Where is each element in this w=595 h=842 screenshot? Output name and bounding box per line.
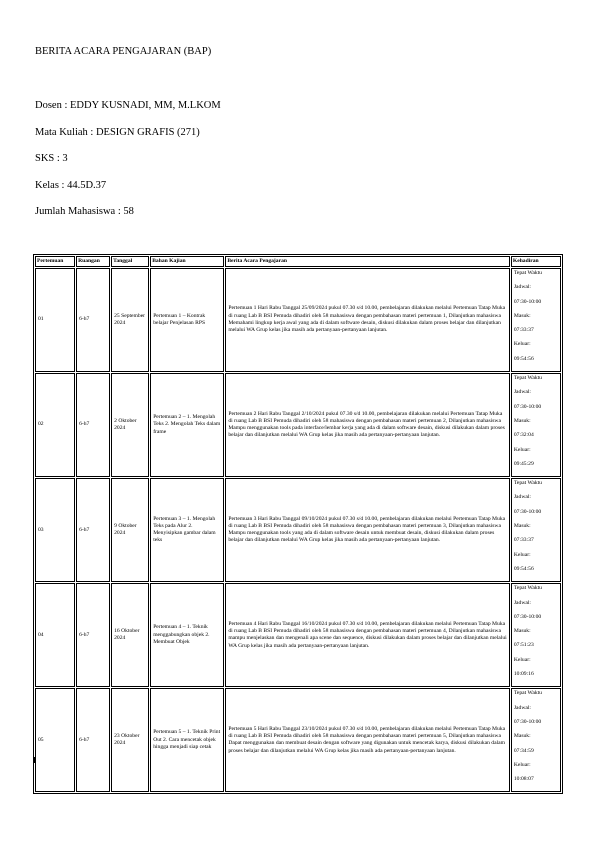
status-label: Tepat Waktu	[513, 270, 542, 276]
cell-berita-acara: Pertemuan 2 Hari Rabu Tanggal 2/10/2024 pukul 07.30 s/d 10.00, pembelajaran dilakukan melalui Pertemuan Tatap Muka di ruang Lab B BSI Pemuda dihadiri oleh 58 mahasiswa dengan pembahasan materi pertemuan 2, Dilanjutkan mahasiswa Mampu menggunakan tools pada interface/lembar kerja yang ada di dalam software desain, diskusi dilakukan dalam proses belajar dan dilanjutkan melalui WA Grup kelas jika masih ada pertanyaan-pertanyaan lanjutan.	[225, 373, 510, 477]
cell-tanggal: 2 Oktober 2024	[111, 373, 149, 477]
keluar-label: Keluar:	[513, 551, 531, 558]
table-row	[35, 268, 561, 372]
jadwal-value: 07:30-10:00	[513, 403, 542, 410]
status-label: Tepat Waktu	[513, 585, 542, 592]
status-label: Tepat Waktu	[513, 375, 542, 382]
keluar-label: Keluar:	[513, 656, 531, 663]
masuk-label: Masuk:	[513, 628, 531, 635]
cell-ruangan: 6-h7	[76, 583, 110, 687]
table-row	[35, 478, 561, 582]
cell-pertemuan: 03	[35, 478, 75, 582]
cell-kehadiran	[511, 478, 561, 582]
cell-ruangan: 6-h7	[76, 478, 110, 582]
masuk-label: Masuk:	[513, 312, 531, 319]
cell-berita-acara: Pertemuan 4 Hari Rabu Tanggal 16/10/2024 pukul 07.30 s/d 10.00, pembelajaran dilakukan melalui Pertemuan Tatap Muka di ruang Lab B BSI Pemuda dihadiri oleh 58 mahasiswa dengan pembahasan materi pertemuan 4, Dilanjutkan mahasiswa mampu menjelaskan dan mengenali apa scene dan sequence, diskusi dilakukan dalam proses belajar dan dilanjutkan melalui WA Grup kelas jika masih ada pertanyaan-pertanyaan lanjutan.	[225, 583, 510, 687]
jadwal-value: 07:30-10:00	[513, 613, 542, 620]
page-mark	[34, 757, 35, 763]
dosen-line: Dosen : EDDY KUSNADI, MM, M.LKOM	[35, 100, 221, 111]
jumlah-mahasiswa-line: Jumlah Mahasiswa : 58	[35, 206, 134, 217]
keluar-value: 09:45:29	[513, 460, 534, 467]
cell-ruangan: 6-h7	[76, 373, 110, 477]
masuk-value: 07:33:37	[513, 327, 534, 334]
masuk-label: Masuk:	[513, 733, 531, 740]
keluar-label: Keluar:	[513, 446, 531, 453]
jadwal-label: Jadwal:	[513, 704, 531, 711]
cell-berita-acara: Pertemuan 5 Hari Rabu Tanggal 23/10/2024 pukul 07.30 s/d 10.00, pembelajaran dilakukan melalui Pertemuan Tatap Muka di ruang Lab B BSI Pemuda dihadiri oleh 58 mahasiswa dengan pembahasan materi pertemuan 5, Dilanjutkan mahasiswa Dapat menggunakan dan membuat desain dengan software yang digunakan untuk mencetak karya, diskusi dilakukan dalam proses belajar dan dilanjutkan melalui WA Grup kelas jika masih ada pertanyaan-pertanyaan lanjutan.	[225, 688, 510, 792]
cell-pertemuan: 02	[35, 373, 75, 477]
keluar-value: 10:08:07	[513, 776, 534, 783]
table-row	[35, 688, 561, 792]
keluar-value: 09:54:56	[513, 355, 534, 362]
header-kehadiran: Kehadiran	[511, 256, 561, 267]
cell-kehadiran	[511, 268, 561, 372]
masuk-value: 07:34:59	[513, 747, 534, 754]
cell-tanggal: 23 Oktober 2024	[111, 688, 149, 792]
cell-bahan-kajian: Pertemuan 2 – 1. Mengolah Teks 2. Mengolah Teks dalam frame	[150, 373, 224, 477]
keluar-label: Keluar:	[513, 341, 531, 348]
cell-pertemuan: 05	[35, 688, 75, 792]
table-header-row	[35, 256, 561, 267]
jadwal-value: 07:30-10:00	[513, 718, 542, 725]
cell-berita-acara: Pertemuan 3 Hari Rabu Tanggal 09/10/2024 pukul 07.30 s/d 10.00, pembelajaran dilakukan melalui Pertemuan Tatap Muka di ruang Lab B BSI Pemuda dihadiri oleh 58 mahasiswa dengan pembahasan materi pertemuan 3, Dilanjutkan mahasiswa Mampu menggunakan tools yang ada di dalam software desain untuk membuat desain, diskusi dilakukan dalam proses belajar dan dilanjutkan melalui WA Grup kelas jika masih ada pertanyaan-pertanyaan lanjutan.	[225, 478, 510, 582]
cell-bahan-kajian: Pertemuan 5 – 1. Teknik Print Out 2. Cara mencetak objek hingga menjadi siap cetak	[150, 688, 224, 792]
mata-kuliah-line: Mata Kuliah : DESIGN GRAFIS (271)	[35, 127, 200, 138]
keluar-value: 10:09:16	[513, 671, 534, 678]
cell-kehadiran	[511, 373, 561, 477]
cell-bahan-kajian: Pertemuan 3 – 1. Mengolah Teks pada Alur 2. Menyisipkan gambar dalam teks	[150, 478, 224, 582]
cell-berita-acara: Pertemuan 1 Hari Rabu Tanggal 25/09/2024 pukul 07.30 s/d 10.00, pembelajaran dilakukan melalui Pertemuan Tatap Muka di ruang Lab B BSI Pemuda dihadiri oleh 58 mahasiswa dengan pembahasan materi pertemuan 1, Dilanjutkan mahasiswa Memahami lingkup kerja awal yang ada di dalam software desain, diskusi dilakukan dalam proses belajar dan dilanjutkan melalui WA Grup kelas jika masih ada pertanyaan-pertanyaan lanjutan.	[225, 268, 510, 372]
header-bahan-kajian: Bahan Kajian	[150, 256, 224, 267]
cell-ruangan: 6-h7	[76, 268, 110, 372]
masuk-value: 07:33:37	[513, 537, 534, 544]
jadwal-value: 07:30-10:00	[513, 298, 542, 305]
header-tanggal: Tanggal	[111, 256, 149, 267]
masuk-label: Masuk:	[513, 523, 531, 530]
table-row	[35, 373, 561, 477]
cell-tanggal: 16 Oktober 2024	[111, 583, 149, 687]
bap-table	[33, 254, 563, 794]
cell-tanggal: 25 September 2024	[111, 268, 149, 372]
cell-kehadiran	[511, 688, 561, 792]
cell-pertemuan: 04	[35, 583, 75, 687]
jadwal-label: Jadwal:	[513, 284, 531, 291]
cell-kehadiran	[511, 583, 561, 687]
kelas-line: Kelas : 44.5D.37	[35, 180, 107, 191]
cell-pertemuan: 01	[35, 268, 75, 372]
document-title: BERITA ACARA PENGAJARAN (BAP)	[35, 46, 212, 57]
cell-ruangan: 6-h7	[76, 688, 110, 792]
table-row	[35, 583, 561, 687]
jadwal-label: Jadwal:	[513, 599, 531, 606]
masuk-value: 07:32:04	[513, 432, 534, 439]
masuk-value: 07:51:23	[513, 642, 534, 649]
jadwal-label: Jadwal:	[513, 389, 531, 396]
header-pertemuan: Pertemuan	[35, 256, 75, 267]
jadwal-label: Jadwal:	[513, 494, 531, 501]
status-label: Tepat Waktu	[513, 480, 542, 487]
keluar-label: Keluar:	[513, 761, 531, 768]
masuk-label: Masuk:	[513, 417, 531, 424]
header-ruangan: Ruangan	[76, 256, 110, 267]
keluar-value: 09:54:56	[513, 565, 534, 572]
jadwal-value: 07:30-10:00	[513, 508, 542, 515]
cell-tanggal: 9 Oktober 2024	[111, 478, 149, 582]
sks-line: SKS : 3	[35, 153, 68, 164]
cell-bahan-kajian: Pertemuan 1 – Kontrak belajar Penjelasan RPS	[150, 268, 224, 372]
cell-bahan-kajian: Pertemuan 4 – 1. Teknik menggabungkan objek 2. Membuat Objek	[150, 583, 224, 687]
header-berita-acara: Berita Acara Pengajaran	[225, 256, 510, 267]
status-label: Tepat Waktu	[513, 690, 542, 697]
